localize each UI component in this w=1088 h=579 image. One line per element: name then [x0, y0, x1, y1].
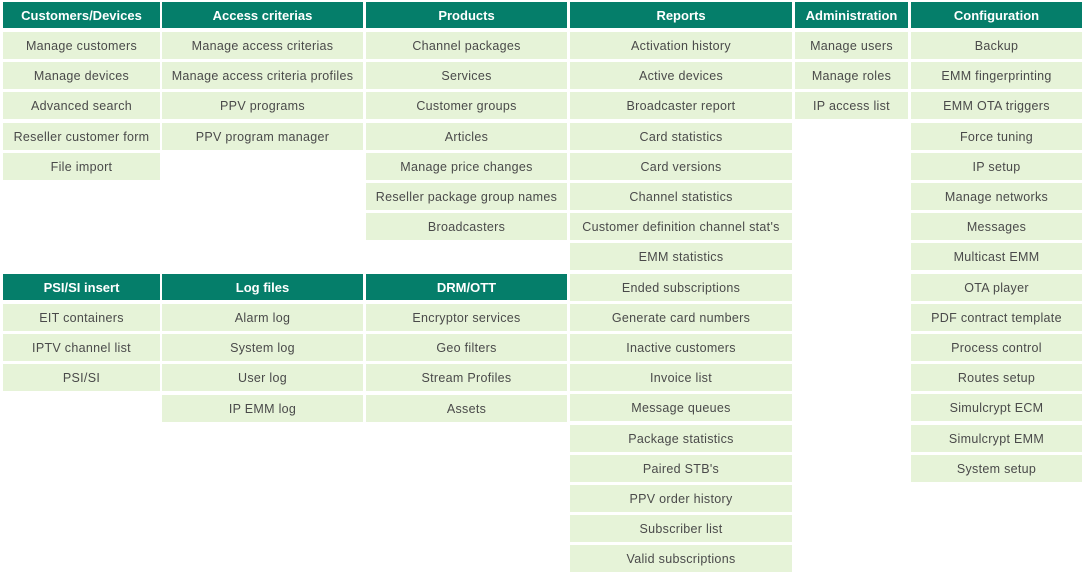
menu-item-invoice-list[interactable]: Invoice list — [570, 364, 792, 391]
menu-item-ip-access-list[interactable]: IP access list — [795, 92, 908, 119]
menu-item-generate-card-numbers[interactable]: Generate card numbers — [570, 304, 792, 331]
section-header-administration: Administration — [795, 2, 908, 28]
menu-item-ppv-programs[interactable]: PPV programs — [162, 92, 363, 119]
menu-item-manage-access-criteria-profiles[interactable]: Manage access criteria profiles — [162, 62, 363, 89]
menu-item-ppv-program-manager[interactable]: PPV program manager — [162, 123, 363, 150]
menu-item-ppv-order-history[interactable]: PPV order history — [570, 485, 792, 512]
menu-item-broadcaster-report[interactable]: Broadcaster report — [570, 92, 792, 119]
menu-item-paired-stb-s[interactable]: Paired STB's — [570, 455, 792, 482]
menu-item-user-log[interactable]: User log — [162, 364, 363, 391]
menu-item-routes-setup[interactable]: Routes setup — [911, 364, 1082, 391]
menu-item-stream-profiles[interactable]: Stream Profiles — [366, 364, 567, 391]
menu-item-subscriber-list[interactable]: Subscriber list — [570, 515, 792, 542]
menu-item-force-tuning[interactable]: Force tuning — [911, 123, 1082, 150]
menu-item-ip-setup[interactable]: IP setup — [911, 153, 1082, 180]
section-header-drm-ott: DRM/OTT — [366, 274, 567, 300]
menu-item-manage-networks[interactable]: Manage networks — [911, 183, 1082, 210]
menu-item-system-log[interactable]: System log — [162, 334, 363, 361]
menu-item-system-setup[interactable]: System setup — [911, 455, 1082, 482]
menu-item-manage-price-changes[interactable]: Manage price changes — [366, 153, 567, 180]
menu-item-manage-devices[interactable]: Manage devices — [3, 62, 160, 89]
menu-item-manage-users[interactable]: Manage users — [795, 32, 908, 59]
menu-item-geo-filters[interactable]: Geo filters — [366, 334, 567, 361]
menu-item-manage-access-criterias[interactable]: Manage access criterias — [162, 32, 363, 59]
menu-item-messages[interactable]: Messages — [911, 213, 1082, 240]
section-header-psi-si-insert: PSI/SI insert — [3, 274, 160, 300]
menu-item-channel-packages[interactable]: Channel packages — [366, 32, 567, 59]
menu-item-manage-roles[interactable]: Manage roles — [795, 62, 908, 89]
menu-item-ip-emm-log[interactable]: IP EMM log — [162, 395, 363, 422]
menu-item-simulcrypt-emm[interactable]: Simulcrypt EMM — [911, 425, 1082, 452]
menu-item-reseller-package-group-names[interactable]: Reseller package group names — [366, 183, 567, 210]
section-header-products: Products — [366, 2, 567, 28]
menu-item-package-statistics[interactable]: Package statistics — [570, 425, 792, 452]
section-header-log-files: Log files — [162, 274, 363, 300]
menu-item-simulcrypt-ecm[interactable]: Simulcrypt ECM — [911, 394, 1082, 421]
section-header-access-criterias: Access criterias — [162, 2, 363, 28]
menu-item-multicast-emm[interactable]: Multicast EMM — [911, 243, 1082, 270]
menu-item-message-queues[interactable]: Message queues — [570, 394, 792, 421]
menu-item-assets[interactable]: Assets — [366, 395, 567, 422]
menu-item-emm-fingerprinting[interactable]: EMM fingerprinting — [911, 62, 1082, 89]
menu-item-encryptor-services[interactable]: Encryptor services — [366, 304, 567, 331]
menu-item-customer-definition-channel-stat-s[interactable]: Customer definition channel stat's — [570, 213, 792, 240]
menu-item-iptv-channel-list[interactable]: IPTV channel list — [3, 334, 160, 361]
menu-item-activation-history[interactable]: Activation history — [570, 32, 792, 59]
menu-item-customer-groups[interactable]: Customer groups — [366, 92, 567, 119]
menu-item-ended-subscriptions[interactable]: Ended subscriptions — [570, 274, 792, 301]
menu-item-services[interactable]: Services — [366, 62, 567, 89]
section-header-reports: Reports — [570, 2, 792, 28]
menu-item-pdf-contract-template[interactable]: PDF contract template — [911, 304, 1082, 331]
menu-item-emm-ota-triggers[interactable]: EMM OTA triggers — [911, 92, 1082, 119]
menu-item-advanced-search[interactable]: Advanced search — [3, 92, 160, 119]
menu-item-articles[interactable]: Articles — [366, 123, 567, 150]
section-header-configuration: Configuration — [911, 2, 1082, 28]
menu-item-process-control[interactable]: Process control — [911, 334, 1082, 361]
menu-item-eit-containers[interactable]: EIT containers — [3, 304, 160, 331]
menu-item-emm-statistics[interactable]: EMM statistics — [570, 243, 792, 270]
menu-item-active-devices[interactable]: Active devices — [570, 62, 792, 89]
menu-item-inactive-customers[interactable]: Inactive customers — [570, 334, 792, 361]
menu-item-card-statistics[interactable]: Card statistics — [570, 123, 792, 150]
menu-item-ota-player[interactable]: OTA player — [911, 274, 1082, 301]
menu-item-manage-customers[interactable]: Manage customers — [3, 32, 160, 59]
menu-item-file-import[interactable]: File import — [3, 153, 160, 180]
menu-item-channel-statistics[interactable]: Channel statistics — [570, 183, 792, 210]
menu-item-broadcasters[interactable]: Broadcasters — [366, 213, 567, 240]
menu-item-card-versions[interactable]: Card versions — [570, 153, 792, 180]
menu-item-valid-subscriptions[interactable]: Valid subscriptions — [570, 545, 792, 572]
section-header-customers-devices: Customers/Devices — [3, 2, 160, 28]
menu-item-reseller-customer-form[interactable]: Reseller customer form — [3, 123, 160, 150]
menu-item-psi-si[interactable]: PSI/SI — [3, 364, 160, 391]
menu-item-alarm-log[interactable]: Alarm log — [162, 304, 363, 331]
menu-item-backup[interactable]: Backup — [911, 32, 1082, 59]
